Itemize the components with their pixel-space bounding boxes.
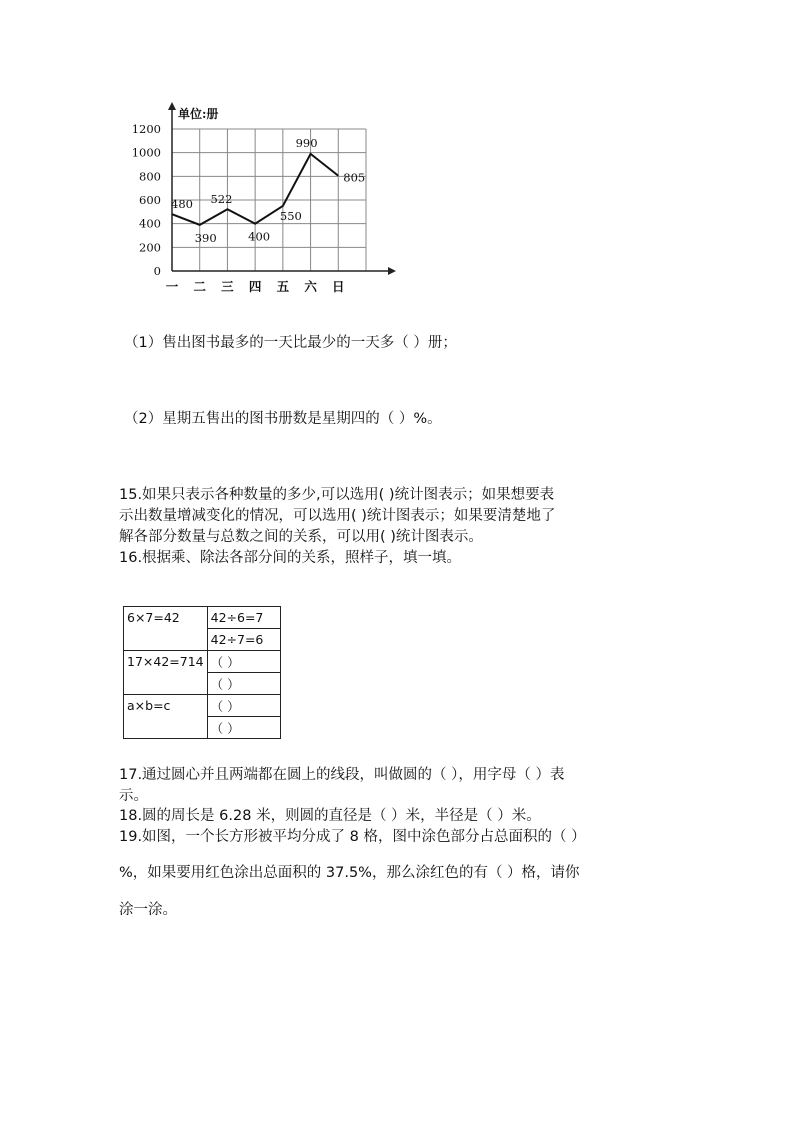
table-left-cell: 17×42=714 xyxy=(124,651,208,695)
question-2: （2）星期五售出的图书册数是星期四的（ ）%。 xyxy=(124,411,442,427)
y-tick-label: 0 xyxy=(153,264,161,278)
table-row xyxy=(124,651,281,673)
data-label: 390 xyxy=(194,230,217,245)
y-tick-label: 800 xyxy=(139,169,161,184)
question-1: （1）售出图书最多的一天比最少的一天多（ ）册； xyxy=(124,335,457,351)
question-16: 16.根据乘、除法各部分间的关系，照样子，填一填。 xyxy=(119,550,462,566)
x-tick-label: 一 xyxy=(165,279,179,294)
table-left-cell: 6×7=42 xyxy=(124,607,208,651)
x-tick-label: 三 xyxy=(221,279,234,294)
table-row xyxy=(124,607,281,629)
unit-label: 单位:册 xyxy=(178,107,219,121)
data-label: 805 xyxy=(343,170,366,185)
x-tick-label: 二 xyxy=(193,279,206,294)
table-answer-cell[interactable]: （ ） xyxy=(207,673,280,695)
question-17-line-1: 17.通过圆心并且两端都在圆上的线段，叫做圆的（ ），用字母（ ）表 xyxy=(119,767,565,783)
question-19-line-3: 涂一涂。 xyxy=(119,902,177,918)
data-label: 480 xyxy=(171,197,193,212)
y-tick-label: 400 xyxy=(139,216,161,231)
multiplication-division-table xyxy=(123,606,281,739)
data-label: 550 xyxy=(279,208,302,223)
y-tick-label: 200 xyxy=(139,240,161,255)
x-axis-arrow xyxy=(388,267,396,275)
table-row xyxy=(124,695,281,717)
question-17-line-2: 示。 xyxy=(119,788,148,804)
data-label: 990 xyxy=(295,135,318,150)
y-axis-arrow xyxy=(168,102,176,110)
chart-axes xyxy=(168,102,396,275)
y-tick-label: 1200 xyxy=(131,122,161,136)
x-tick-label: 四 xyxy=(248,279,262,294)
x-tick-label: 日 xyxy=(332,279,345,294)
question-18: 18.圆的周长是 6.28 米，则圆的直径是（ ）米，半径是（ ）米。 xyxy=(119,808,541,824)
data-label: 522 xyxy=(210,192,233,207)
data-label: 400 xyxy=(248,229,271,244)
table-right-cell: 42÷7=6 xyxy=(207,629,280,651)
x-tick-label: 六 xyxy=(304,279,317,294)
x-tick-label: 五 xyxy=(276,279,290,294)
question-15-line-2: 示出数量增减变化的情况，可以选用( )统计图表示；如果要清楚地了 xyxy=(119,508,556,524)
table-answer-cell[interactable]: （ ） xyxy=(207,717,280,739)
chart-grid xyxy=(172,129,366,271)
table-answer-cell[interactable]: （ ） xyxy=(207,651,280,673)
question-15-line-3: 解各部分数量与总数之间的关系，可以用( )统计图表示。 xyxy=(119,529,483,545)
book-sales-line-chart xyxy=(130,100,400,300)
question-15-line-1: 15.如果只表示各种数量的多少,可以选用( )统计图表示；如果想要表 xyxy=(119,487,555,503)
question-19-line-1: 19.如图，一个长方形被平均分成了 8 格，图中涂色部分占总面积的（ ） xyxy=(119,829,586,845)
y-tick-label: 1000 xyxy=(131,145,161,160)
table-answer-cell[interactable]: （ ） xyxy=(207,695,280,717)
question-19-line-2: %，如果要用红色涂出总面积的 37.5%，那么涂红色的有（ ）格，请你 xyxy=(119,865,580,881)
y-tick-label: 600 xyxy=(139,193,161,207)
table-left-cell: a×b=c xyxy=(124,695,208,739)
table-right-cell: 42÷6=7 xyxy=(207,607,280,629)
